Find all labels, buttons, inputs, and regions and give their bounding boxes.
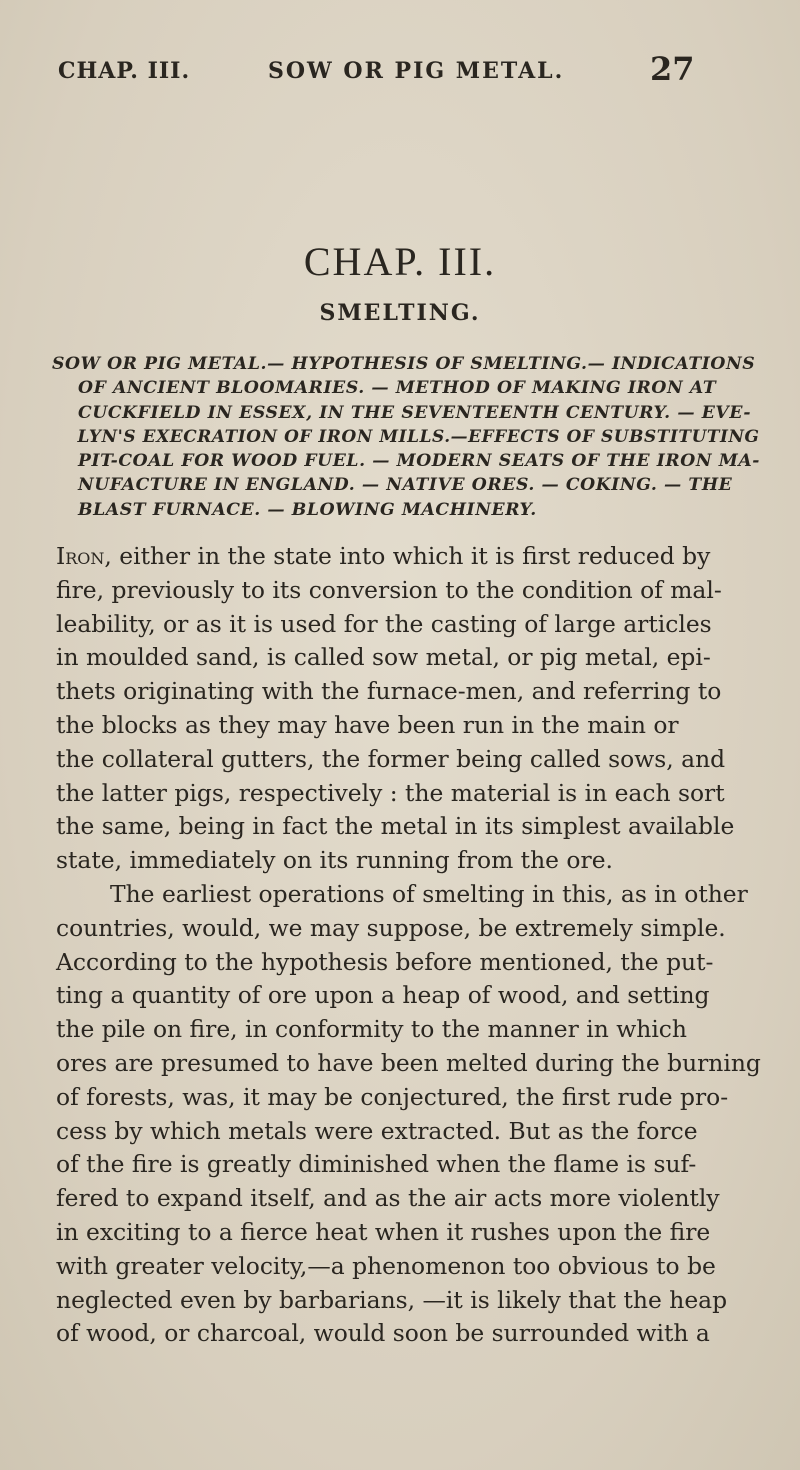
paragraph-line: the latter pigs, respectively : the material is in each sort — [56, 778, 725, 807]
synopsis-line: SOW OR PIG METAL.— HYPOTHESIS OF SMELTING.— INDICATIONS — [52, 354, 756, 374]
paragraph-line: in moulded sand, is called sow metal, or pig metal, epi- — [56, 643, 711, 672]
synopsis-line: BLAST FURNACE. — BLOWING MACHINERY. — [78, 499, 537, 520]
paragraph-line: of the fire is greatly diminished when the flame is suf- — [56, 1150, 697, 1179]
paragraph-line: countries, would, we may suppose, be extremely simple. — [56, 913, 726, 942]
synopsis-line: PIT-COAL FOR WOOD FUEL. — MODERN SEATS OF THE IRON MA- — [77, 451, 760, 472]
page-number: 27 — [650, 50, 695, 88]
synopsis-line: LYN'S EXECRATION OF IRON MILLS.—EFFECTS OF SUBSTITUTING — [77, 426, 760, 447]
first-line-text: either in the state into which it is first reduced by — [111, 542, 711, 570]
section-heading: SMELTING. — [319, 300, 481, 326]
body-text — [56, 540, 764, 1351]
synopsis-line: OF ANCIENT BLOOMARIES. — METHOD OF MAKING IRON AT — [78, 378, 717, 399]
running-head-title: SOW OR PIG METAL. — [268, 58, 565, 84]
paragraph-line: thets originating with the furnace-men, and referring to — [56, 677, 722, 706]
paragraph-line: the collateral gutters, the former being called sows, and — [56, 744, 726, 773]
paragraph-line: state, immediately on its running from the ore. — [56, 846, 613, 875]
paragraph-1-first-line — [56, 540, 764, 574]
running-head-chapter: CHAP. III. — [58, 58, 191, 84]
paragraph-line: the pile on fire, in conformity to the manner in which — [56, 1015, 687, 1044]
paragraph-line: neglected even by barbarians, —it is likely that the heap — [56, 1285, 728, 1314]
synopsis-line: CUCKFIELD IN ESSEX, IN THE SEVENTEENTH CENTURY. — EVE- — [78, 402, 752, 423]
opening-word: Iron, — [56, 542, 112, 570]
paragraph-line: with greater velocity,—a phenomenon too obvious to be — [56, 1251, 716, 1280]
paragraph-line: in exciting to a fierce heat when it rushes upon the fire — [56, 1217, 711, 1246]
chapter-synopsis — [52, 352, 760, 522]
synopsis-line: NUFACTURE IN ENGLAND. — NATIVE ORES. — COKING. — THE — [78, 475, 733, 496]
paragraph-line: the blocks as they may have been run in the main or — [56, 710, 679, 739]
paragraph-line: of wood, or charcoal, would soon be surrounded with a — [56, 1319, 710, 1348]
paragraph-line: According to the hypothesis before mentioned, the put- — [56, 947, 714, 976]
paragraph-2-first-line: The earliest operations of smelting in this, as in other — [110, 879, 748, 908]
paragraph-line: cess by which metals were extracted. But as the force — [56, 1116, 698, 1145]
paragraph-line: ores are presumed to have been melted during the burning — [56, 1048, 761, 1077]
paragraph-line: the same, being in fact the metal in its simplest available — [56, 812, 735, 841]
chapter-title: CHAP. III. — [303, 239, 497, 284]
paragraph-line: of forests, was, it may be conjectured, the first rude pro- — [56, 1082, 729, 1111]
paragraph-line: fire, previously to its conversion to the condition of mal- — [56, 575, 722, 604]
paragraph-line: fered to expand itself, and as the air acts more violently — [56, 1184, 720, 1213]
paragraph-line: ting a quantity of ore upon a heap of wood, and setting — [56, 981, 710, 1010]
paragraph-line: leability, or as it is used for the casting of large articles — [56, 609, 712, 638]
running-head — [0, 50, 800, 90]
